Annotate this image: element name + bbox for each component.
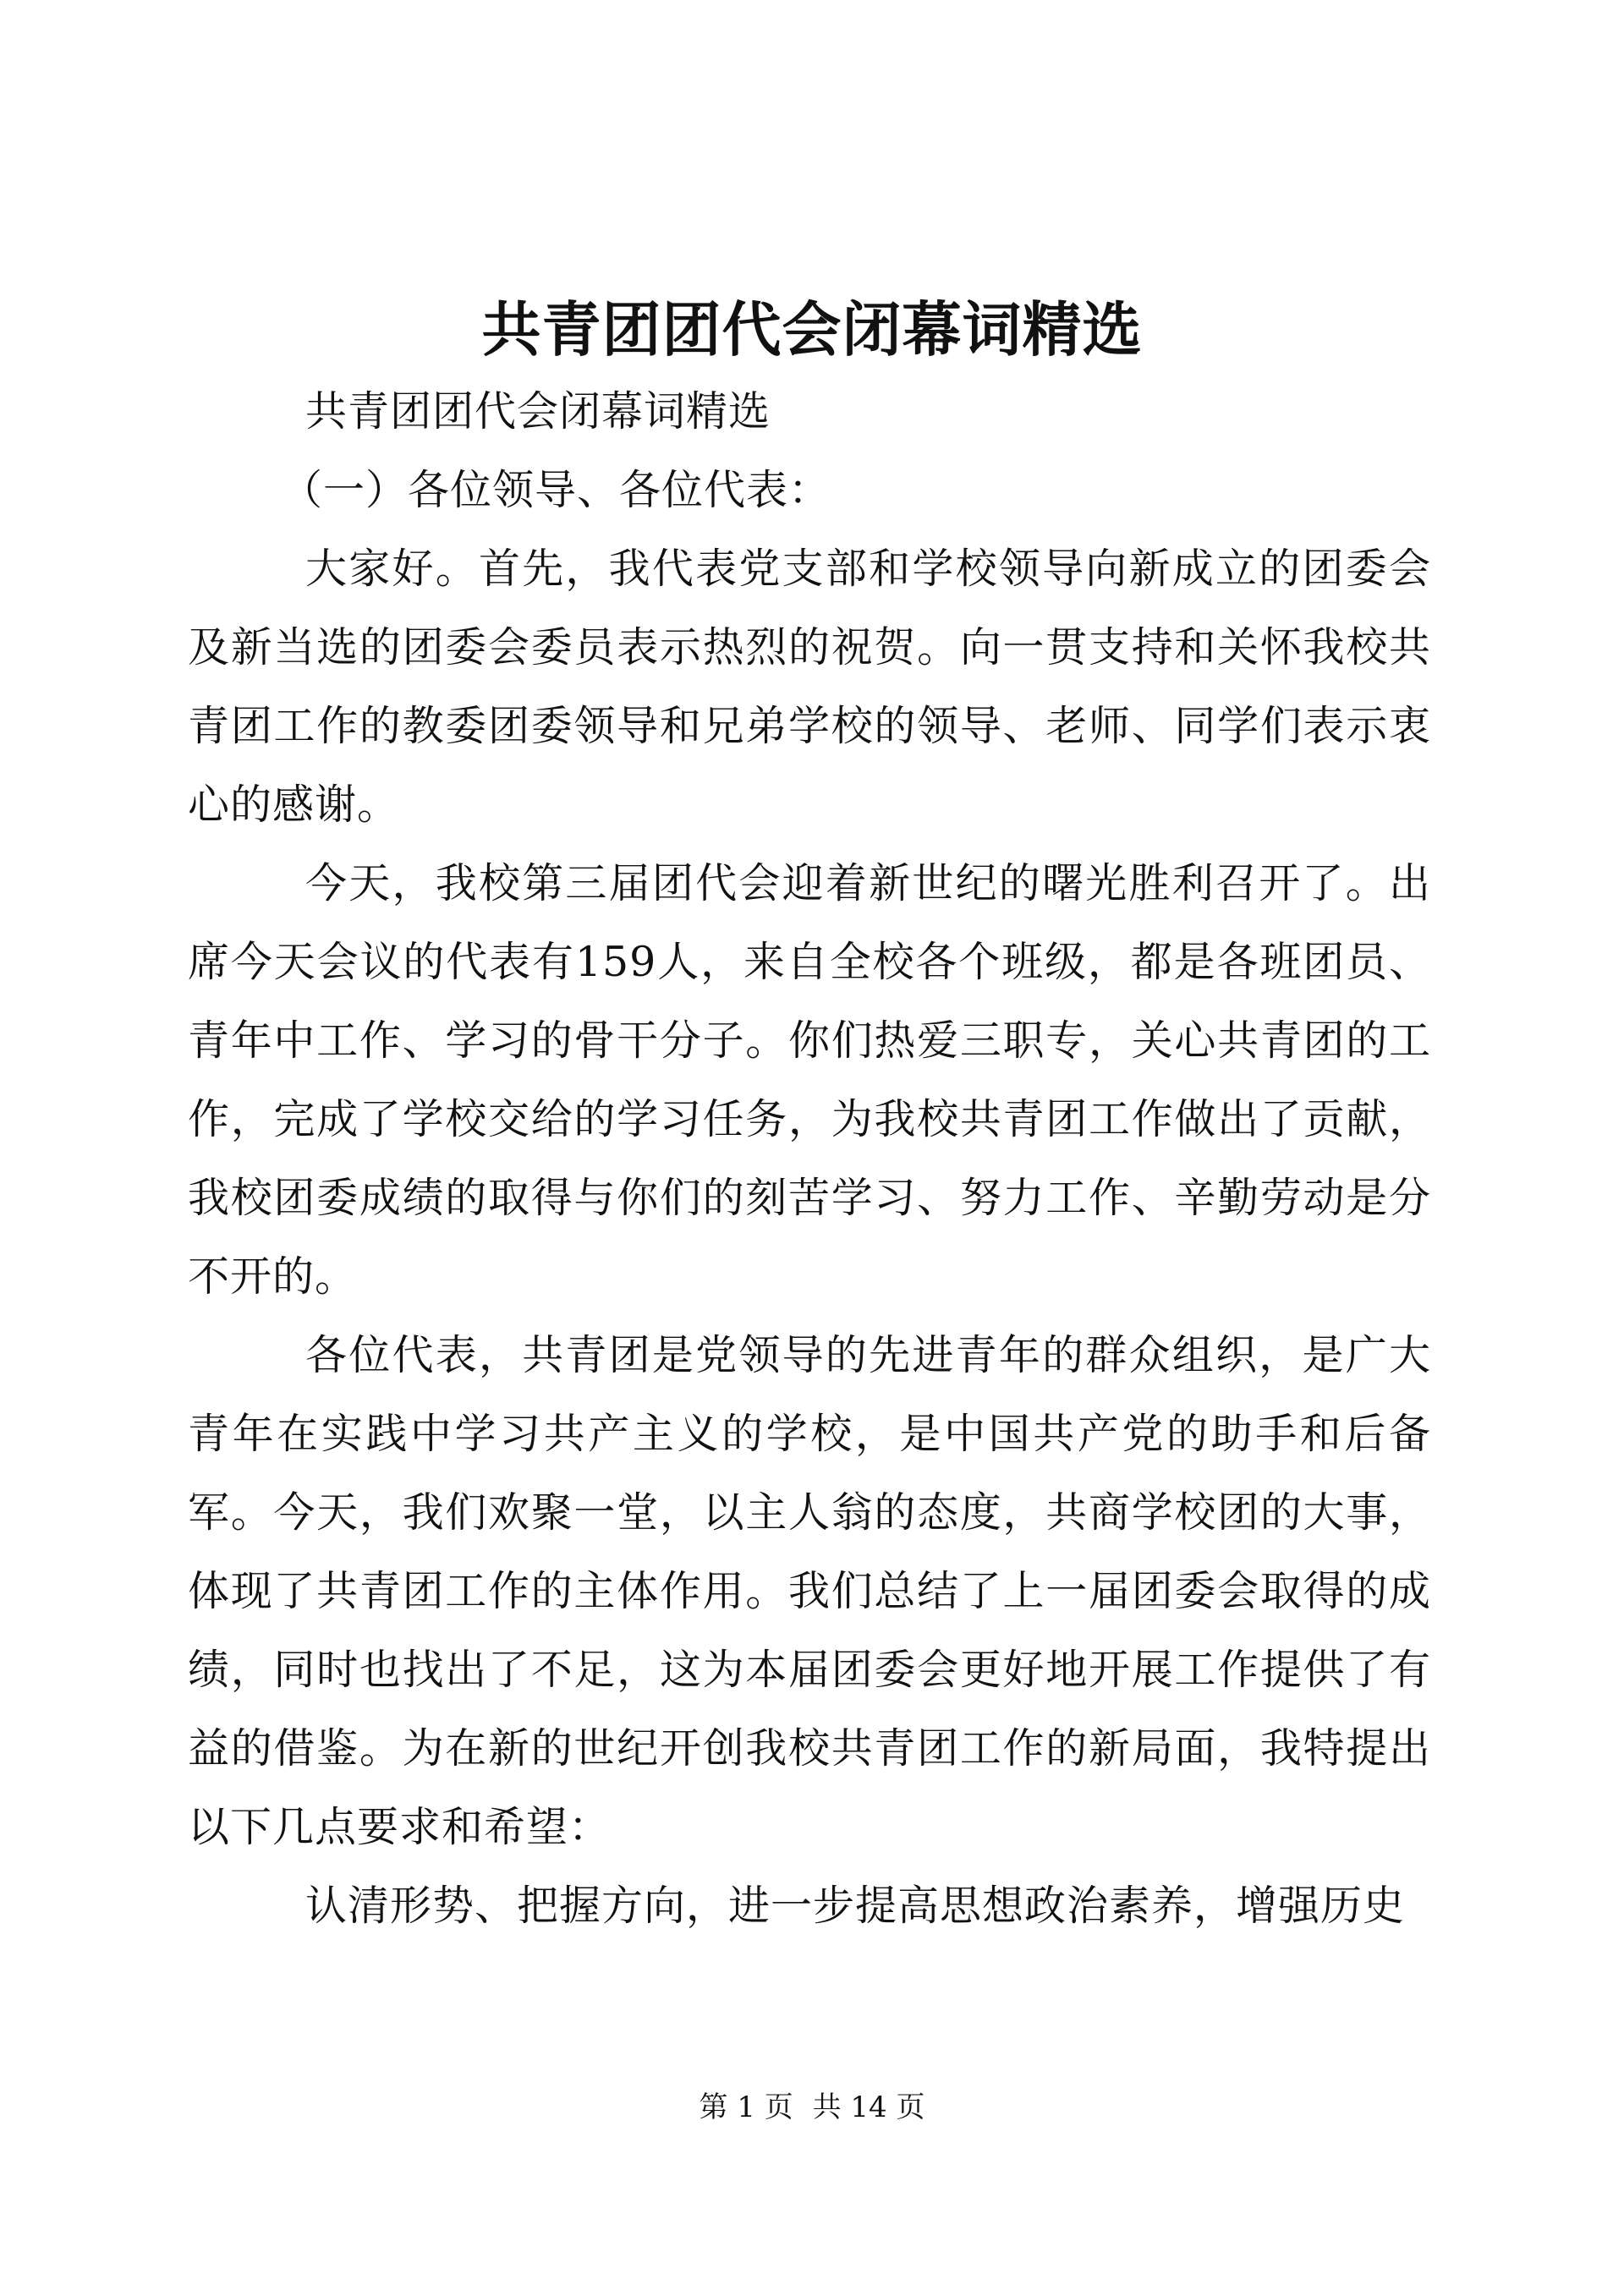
document-body [188,372,1431,1945]
paragraph-greeting: 大家好。首先，我代表党支部和学校领导向新成立的团委会及新当选的团委会委员表示热烈的祝贺。向一贯支持和关怀我校共青团工作的教委团委领导和兄弟学校的领导、老师、同学们表示衷心的感谢。 [188,545,1431,829]
page-number: 第 1 页 [699,2091,793,2124]
paragraph-requirements: 认清形势、把握方向，进一步提高思想政治素养，增强历史 [305,1882,1406,1930]
salutation: （一）各位领导、各位代表： [281,466,831,514]
page-footer [0,2084,1624,2131]
paragraph-representatives: 各位代表，共青团是党领导的先进青年的群众组织，是广大青年在实践中学习共产主义的学校，是中国共产党的助手和后备军。今天，我们欢聚一堂，以主人翁的态度，共商学校团的大事，体现了共青团工作的主体作用。我们总结了上一届团委会取得的成绩，同时也找出了不足，这为本届团委会更好地开展工作提供了有益的借鉴。为在新的世纪开创我校共青团工作的新局面，我特提出以下几点要求和希望： [188,1331,1431,1851]
page-total: 共 14 页 [812,2091,925,2124]
document-subtitle: 共青团团代会闭幕词精选 [305,387,771,436]
document-title: 共青团团代会闭幕词精选 [481,294,1143,364]
paragraph-meeting: 今天，我校第三届团代会迎着新世纪的曙光胜利召开了。出席今天会议的代表有159人，来自全校各个班级，都是各班团员、青年中工作、学习的骨干分子。你们热爱三职专，关心共青团的工作，完成了学校交给的学习任务，为我校共青团工作做出了贡献，我校团委成绩的取得与你们的刻苦学习、努力工作、辛勤劳动是分不开的。 [188,859,1431,1301]
